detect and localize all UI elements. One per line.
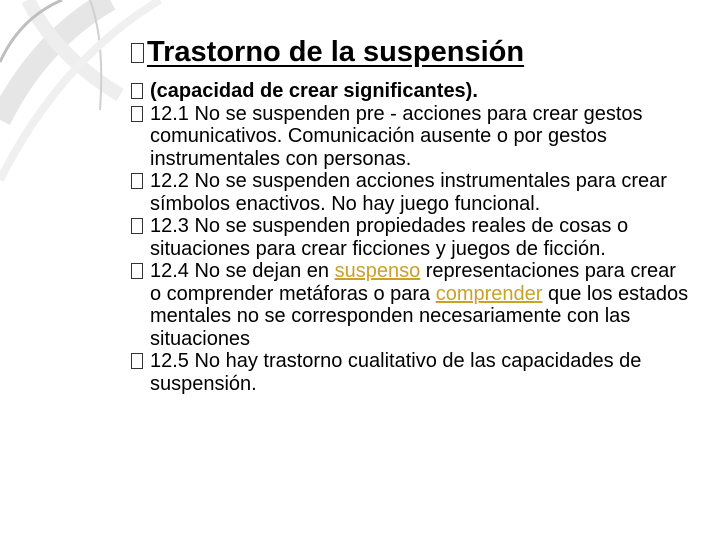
- bullet-text: (capacidad de crear significantes).: [150, 80, 478, 102]
- link-comprender[interactable]: comprender: [435, 282, 543, 305]
- bullet-text: 12.5 No hay trastorno cualitativo de las capacidades de suspensión.: [150, 350, 642, 395]
- bullet-text: 12.2 No se suspenden acciones instrumentales para crear símbolos enactivos. No hay juego funcional.: [150, 170, 667, 215]
- bullet-item: [131, 350, 691, 395]
- bullet-box-icon: [131, 83, 143, 99]
- bullet-box-icon: [131, 218, 143, 234]
- bullet-item: [131, 103, 691, 171]
- bullet-item: [131, 260, 691, 350]
- bullet-box-icon: [131, 43, 144, 63]
- bullet-text: 12.4 No se dejan en: [150, 260, 335, 282]
- bullet-text: 12.3 No se suspenden propiedades reales de cosas o situaciones para crear ficciones y juegos de ficción.: [150, 215, 629, 260]
- bullet-text: representaciones para crear o comprender metáforas o para: [150, 260, 676, 305]
- bullet-box-icon: [131, 173, 143, 189]
- bullet-list: [131, 80, 691, 395]
- bullet-box-icon: [131, 353, 143, 369]
- bullet-box-icon: [131, 106, 143, 122]
- bullet-text: que los estados mentales no se corresponden necesariamente con las situaciones: [150, 282, 689, 350]
- bullet-box-icon: [131, 263, 143, 279]
- bullet-text: 12.1 No se suspenden pre - acciones para crear gestos comunicativos. Comunicación ausente o por gestos instrumentales con personas.: [150, 102, 643, 170]
- bullet-item: [131, 215, 691, 260]
- link-suspenso[interactable]: suspenso: [334, 260, 421, 282]
- slide-title-text: Trastorno de la suspensión: [147, 36, 525, 68]
- bullet-item: [131, 80, 691, 103]
- slide-title: [131, 34, 691, 70]
- bullet-item: [131, 170, 691, 215]
